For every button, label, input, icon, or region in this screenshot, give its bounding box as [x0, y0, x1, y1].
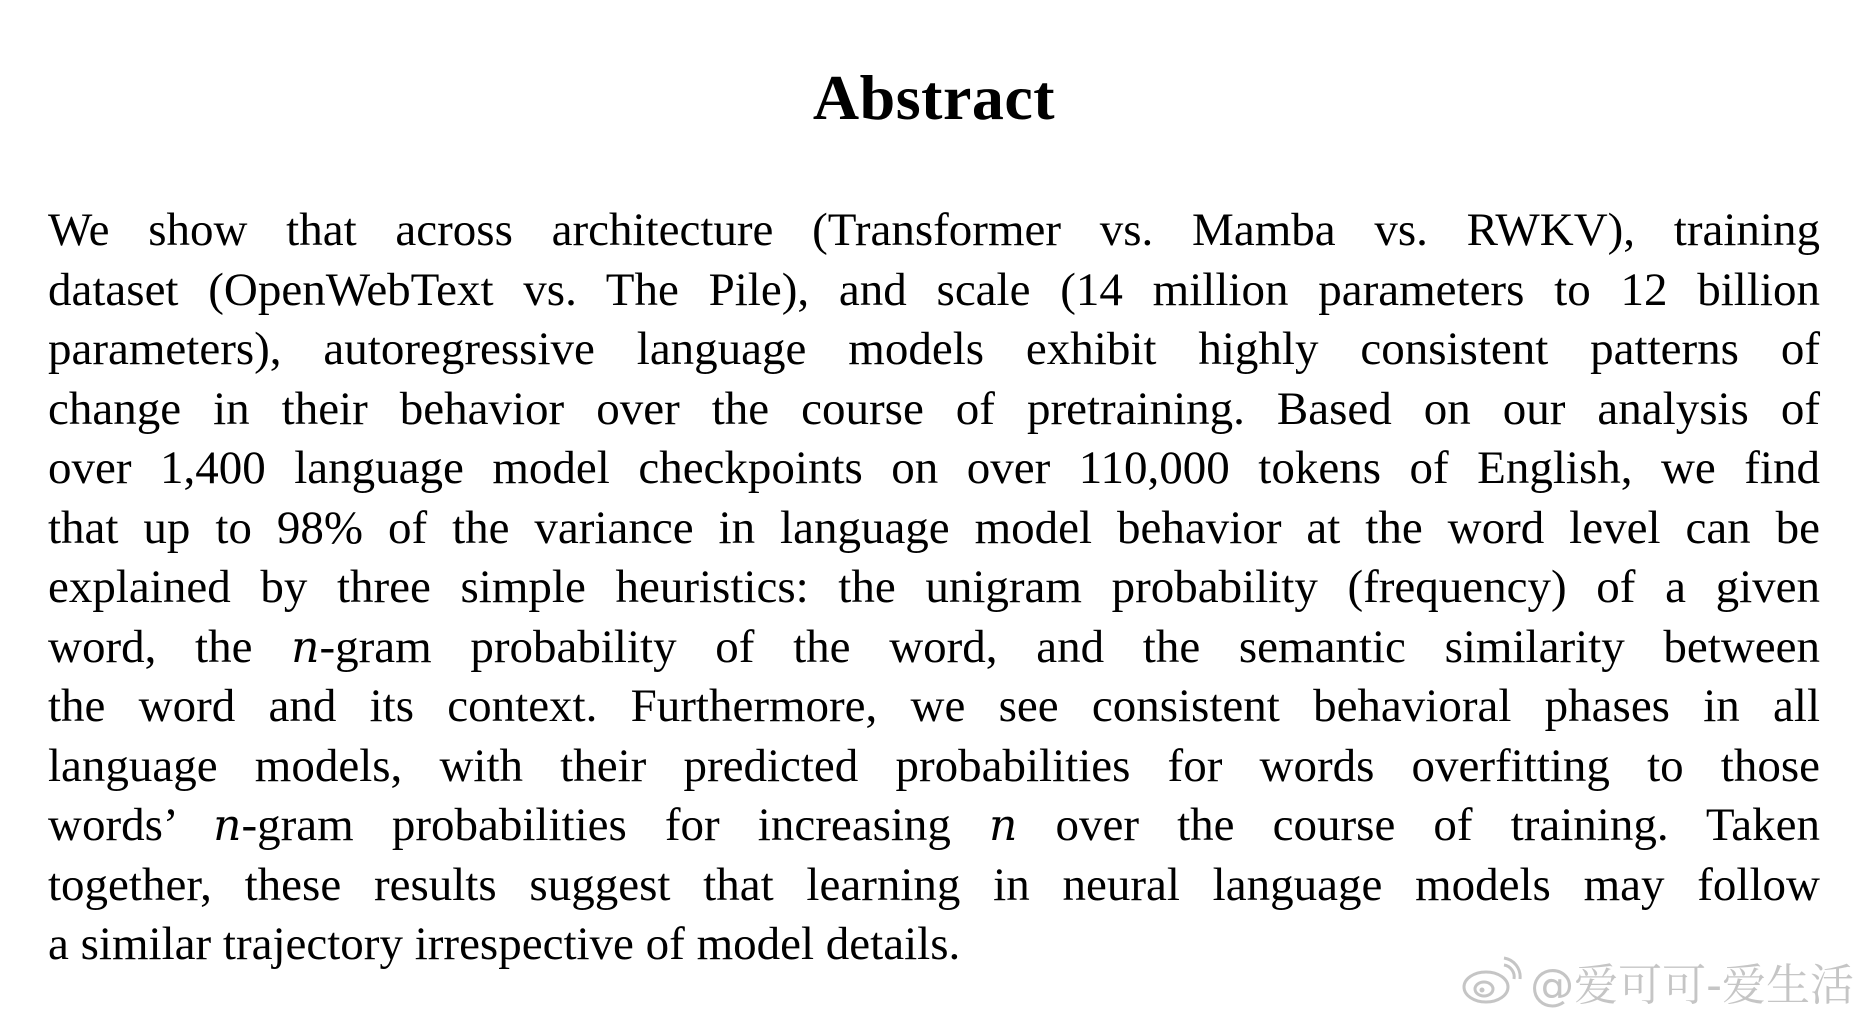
abstract-body: [48, 201, 1820, 975]
abstract-line: dataset (OpenWebText vs. The Pile), and scale (14 million parameters to 12 billion: [48, 263, 1820, 316]
abstract-text: -gram probability of the word, and the semantic similarity between: [319, 620, 1820, 673]
abstract-line: that up to 98% of the variance in language model behavior at the word level can be: [48, 501, 1820, 554]
abstract-line: the word and its context. Furthermore, we see consistent behavioral phases in all: [48, 680, 1820, 732]
abstract-line: parameters), autoregressive language models exhibit highly consistent patterns of: [48, 323, 1820, 375]
math-variable-n: n: [213, 800, 242, 851]
weibo-icon: [1460, 955, 1522, 1007]
watermark-text: @爱可可-爱生活: [1530, 960, 1854, 1011]
abstract-line: explained by three simple heuristics: the unigram probability (frequency) of a given: [48, 561, 1820, 613]
abstract-line: together, these results suggest that learning in neural language models may follow: [48, 858, 1820, 911]
watermark: [1460, 950, 1854, 1012]
abstract-title: Abstract: [812, 62, 1056, 133]
abstract-text: word, the: [48, 620, 292, 673]
abstract-line: a similar trajectory irrespective of model details.: [48, 918, 961, 970]
math-variable-n: n: [291, 621, 320, 673]
abstract-line: language models, with their predicted probabilities for words overfitting to those: [48, 739, 1820, 792]
math-variable-n: n: [989, 800, 1018, 851]
abstract-line: [48, 618, 1820, 678]
abstract-text: words’: [48, 799, 214, 851]
abstract-line: [48, 796, 1820, 856]
abstract-text: -gram probabilities for increasing: [241, 799, 990, 851]
abstract-text: over the course of training. Taken: [1017, 799, 1821, 851]
abstract-line: We show that across architecture (Transformer vs. Mamba vs. RWKV), training: [48, 204, 1820, 256]
abstract-line: change in their behavior over the course of pretraining. Based on our analysis of: [48, 382, 1820, 435]
abstract-line: over 1,400 language model checkpoints on over 110,000 tokens of English, we find: [48, 442, 1820, 494]
